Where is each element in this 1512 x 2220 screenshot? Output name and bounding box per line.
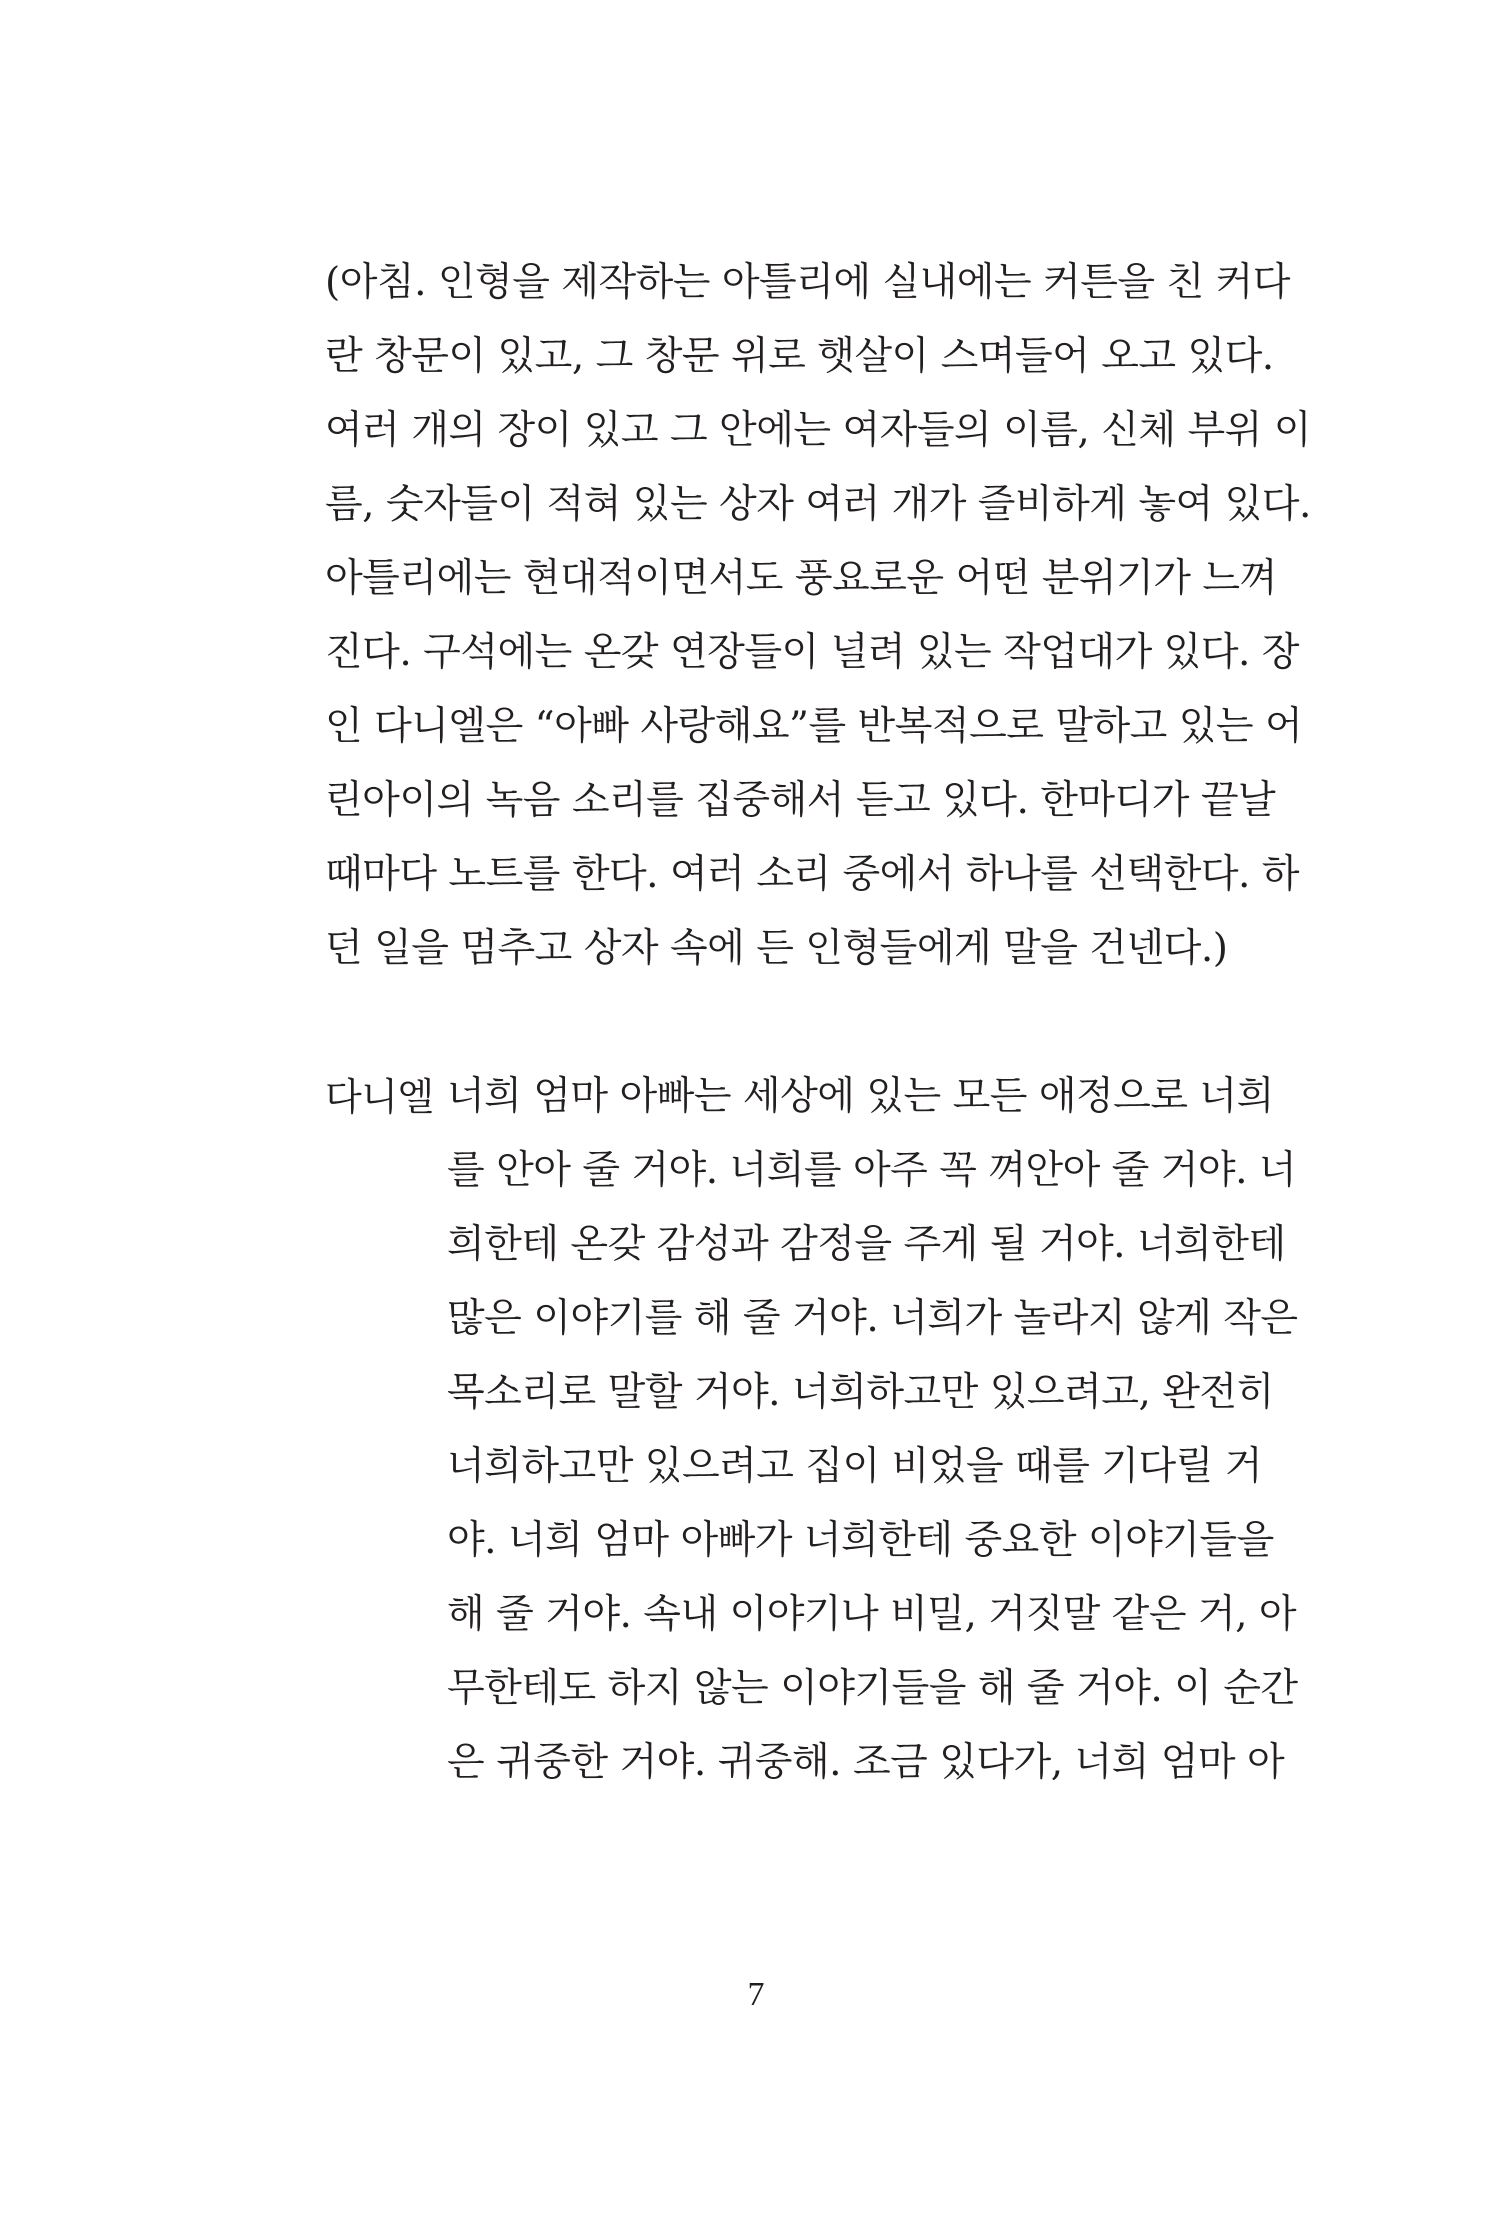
dialogue-line: 너희하고만 있으려고 집이 비었을 때를 기다릴 거: [447, 1444, 1262, 1489]
dialogue-line: 해 줄 거야. 속내 이야기나 비밀, 거짓말 같은 거, 아: [447, 1592, 1297, 1637]
stage-direction-line: 름, 숫자들이 적혀 있는 상자 여러 개가 즐비하게 놓여 있다.: [325, 482, 1311, 527]
speaker-name: 다니엘: [325, 1075, 434, 1119]
stage-direction-line: 인 다니엘은 “아빠 사랑해요”를 반복적으로 말하고 있는 어: [325, 704, 1303, 749]
stage-direction-line: 란 창문이 있고, 그 창문 위로 햇살이 스며들어 오고 있다.: [325, 334, 1274, 379]
dialogue-line: 많은 이야기를 해 줄 거야. 너희가 놀라지 않게 작은: [447, 1296, 1298, 1341]
dialogue-line: 목소리로 말할 거야. 너희하고만 있으려고, 완전히: [447, 1370, 1274, 1415]
stage-direction-line: 린아이의 녹음 소리를 집중해서 듣고 있다. 한마디가 끝날: [325, 778, 1276, 823]
stage-direction-line: 여러 개의 장이 있고 그 안에는 여자들의 이름, 신체 부위 이: [325, 408, 1311, 453]
dialogue-line: 무한테도 하지 않는 이야기들을 해 줄 거야. 이 순간: [447, 1666, 1298, 1711]
dialogue-line: 너희 엄마 아빠는 세상에 있는 모든 애정으로 너희: [447, 1074, 1274, 1119]
stage-direction-line: 아틀리에는 현대적이면서도 풍요로운 어떤 분위기가 느껴: [325, 556, 1277, 601]
dialogue-line: 은 귀중한 거야. 귀중해. 조금 있다가, 너희 엄마 아: [447, 1740, 1285, 1785]
dialogue-line: 를 안아 줄 거야. 너희를 아주 꼭 껴안아 줄 거야. 너: [447, 1148, 1297, 1193]
stage-direction-line: 던 일을 멈추고 상자 속에 든 인형들에게 말을 건넨다.): [325, 926, 1228, 971]
page-number: 7: [747, 1976, 765, 2013]
stage-direction-line: 진다. 구석에는 온갖 연장들이 널려 있는 작업대가 있다. 장: [325, 630, 1299, 675]
stage-direction-line: 때마다 노트를 한다. 여러 소리 중에서 하나를 선택한다. 하: [325, 852, 1299, 897]
stage-direction-line: (아침. 인형을 제작하는 아틀리에 실내에는 커튼을 친 커다: [325, 260, 1290, 305]
dialogue-line: 희한테 온갖 감성과 감정을 주게 될 거야. 너희한테: [447, 1222, 1286, 1267]
dialogue-line: 야. 너희 엄마 아빠가 너희한테 중요한 이야기들을: [447, 1518, 1274, 1563]
